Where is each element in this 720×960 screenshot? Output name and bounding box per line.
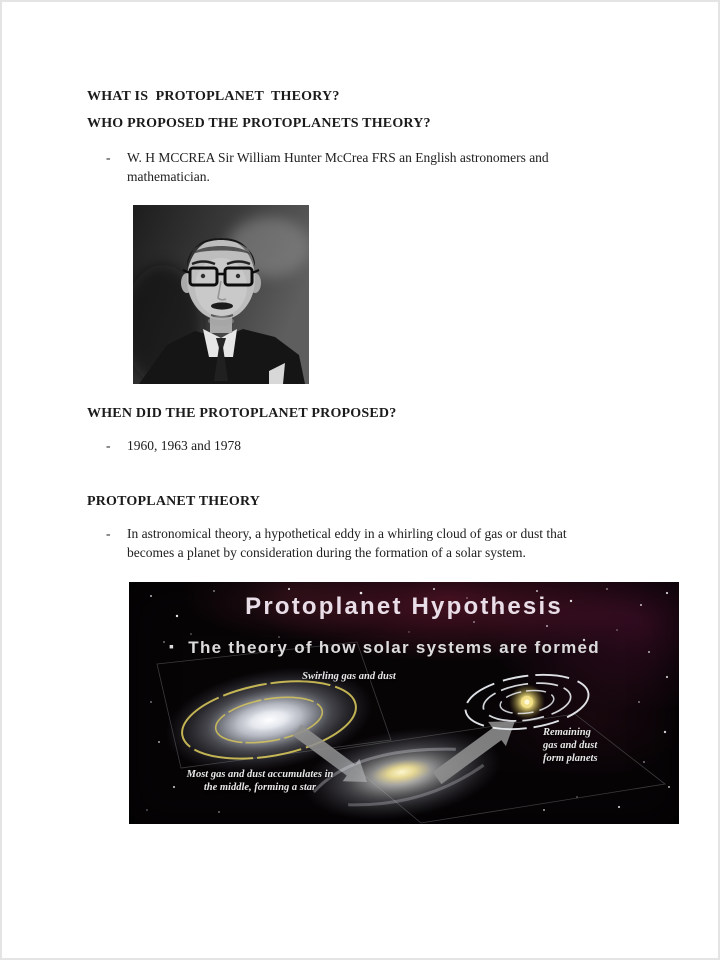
label-gas-accumulates: Most gas and dust accumulates in the middle, forming a star xyxy=(186,769,334,794)
figure-subtitle xyxy=(169,638,600,658)
square-bullet-icon: ▪ xyxy=(169,638,176,654)
dash-marker: - xyxy=(106,526,111,541)
dash-marker: - xyxy=(106,150,111,165)
heading-protoplanet-theory: PROTOPLANET THEORY xyxy=(87,494,261,509)
dash-marker: - xyxy=(106,438,111,453)
label-remaining-gas: Remaining gas and dust form planets xyxy=(543,727,598,765)
bullet-text: W. H MCCREA Sir William Hunter McCrea FRS an English astronomers and mathematician. xyxy=(127,150,549,184)
label-swirling-gas: Swirling gas and dust xyxy=(302,671,396,682)
heading-what-is-protoplanet: WHAT IS PROTOPLANET THEORY? xyxy=(87,89,340,104)
figure-subtitle-text: The theory of how solar systems are formed xyxy=(188,638,600,657)
bullet-text: 1960, 1963 and 1978 xyxy=(127,438,241,453)
heading-who-proposed: WHO PROPOSED THE PROTOPLANETS THEORY? xyxy=(87,116,431,131)
portrait-illustration xyxy=(133,205,309,384)
bullet-text: In astronomical theory, a hypothetical eddy in a whirling cloud of gas or dust that becomes a planet by consideration during the formation of a solar system. xyxy=(127,526,567,560)
protoplanet-hypothesis-figure xyxy=(129,582,679,824)
bullet-when-answer xyxy=(106,436,582,455)
bullet-theory-definition xyxy=(106,524,582,562)
heading-when-proposed: WHEN DID THE PROTOPLANET PROPOSED? xyxy=(87,406,397,421)
bullet-who-proposed-answer xyxy=(106,148,582,186)
mccrea-portrait-photo xyxy=(133,205,309,384)
figure-title: Protoplanet Hypothesis xyxy=(245,593,563,620)
